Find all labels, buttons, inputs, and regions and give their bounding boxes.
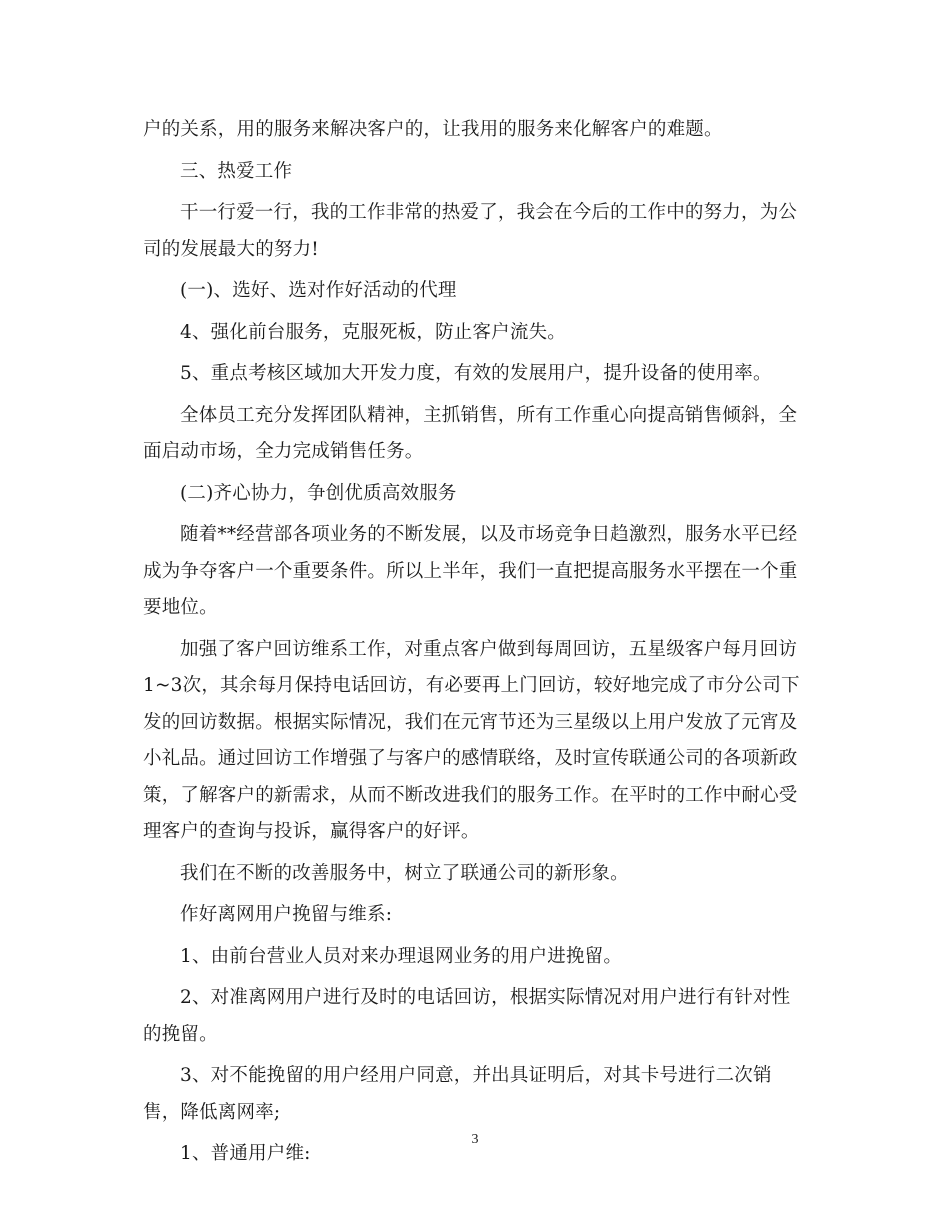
paragraph: 户的关系，用的服务来解决客户的，让我用的服务来化解客户的难题。: [143, 119, 723, 140]
paragraph: 随着**经营部各项业务的不断发展，以及市场竞争日趋激烈，服务水平已经成为争夺客户一个重要条件。所以上半年，我们一直把提高服务水平摆在一个重要地位。: [143, 524, 798, 618]
paragraph: 全体员工充分发挥团队精神，主抓销售，所有工作重心向提高销售倾斜，全面启动市场，全力完成销售任务。: [143, 404, 798, 462]
paragraph: 干一行爱一行，我的工作非常的热爱了，我会在今后的工作中的努力，为公司的发展最大的努力!: [143, 202, 798, 260]
paragraph: 作好离网用户挽留与维系:: [180, 904, 393, 925]
section-heading: 三、热爱工作: [180, 160, 293, 182]
list-item: 1、普通用户维:: [180, 1143, 311, 1164]
paragraph: 我们在不断的改善服务中，树立了联通公司的新形象。: [180, 862, 629, 884]
subsection-heading: (二)齐心协力，争创优质高效服务: [180, 482, 457, 504]
list-item: 2、对准离网用户进行及时的电话回访，根据实际情况对用户进行有针对性的挽留。: [143, 987, 791, 1045]
document-body: [143, 112, 809, 1178]
list-item: 5、重点考核区域加大开发力度，有效的发展用户，提升设备的使用率。: [180, 363, 772, 384]
list-item: 1、由前台营业人员对来办理退网业务的用户进挽留。: [180, 945, 623, 967]
page-number: 3: [471, 1132, 479, 1147]
list-item: 4、强化前台服务，克服死板，防止客户流失。: [180, 321, 566, 343]
paragraph: 加强了客户回访维系工作，对重点客户做到每周回访，五星级客户每月回访1~3次，其余每月保持电话回访，有必要再上门回访，较好地完成了市分公司下发的回访数据。根据实际情况，我们在元宵节还为三星级以上用户发放了元宵及小礼品。通过回访工作增强了与客户的感情联络，及时宣传联通公司的各项新政策，了解客户的新需求，从而不断改进我们的服务工作。在平时的工作中耐心受理客户的查询与投诉，赢得客户的好评。: [143, 638, 800, 842]
list-item: 3、对不能挽留的用户经用户同意，并出具证明后，对其卡号进行二次销售，降低离网率;: [143, 1065, 772, 1123]
subsection-heading: (一)、选好、选对作好活动的代理: [180, 280, 457, 301]
